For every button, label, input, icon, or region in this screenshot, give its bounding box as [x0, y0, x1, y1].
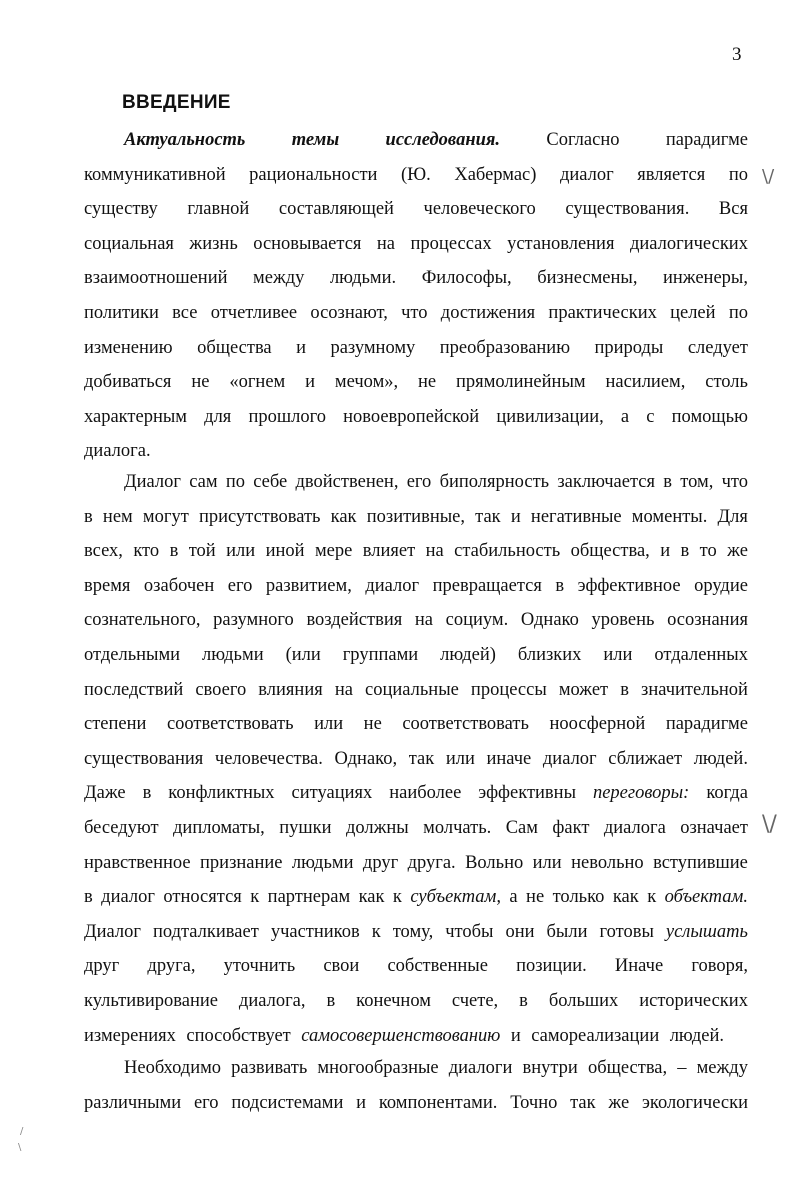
text-line: в нем могут присутствовать как позитивные, так и негативные моменты. Для — [84, 506, 748, 527]
text-line: беседуют дипломаты, пушки должны молчать. Сам факт диалога означает — [84, 817, 748, 838]
text-line: изменению общества и разумному преобразованию природы следует — [84, 337, 748, 358]
text-line: Необходимо развивать многообразные диалоги внутри общества, – между — [124, 1058, 748, 1078]
text-line: добиваться не «огнем и мечом», не прямолинейным насилием, столь — [84, 372, 748, 393]
text-line: отдельными людьми (или группами людей) близких или отдаленных — [84, 644, 748, 665]
text-line: различными его подсистемами и компонентами. Точно так же экологически — [84, 1092, 748, 1113]
text-line: степени соответствовать или не соответствовать ноосферной парадигме — [84, 714, 748, 735]
text-line: всех, кто в той или иной мере влияет на стабильность общества, и в то же — [84, 541, 748, 562]
text-line: политики все отчетливее осознают, что достижения практических целей по — [84, 302, 748, 323]
text-line: Диалог подталкивает участников к тому, чтобы они были готовы услышать — [84, 921, 748, 942]
text-line: характерным для прошлого новоевропейской цивилизации, а с помощью — [84, 406, 748, 427]
text-line: в диалог относятся к партнерам как к субъектам, а не только как к объектам. — [84, 887, 748, 908]
margin-check-mark: \/ — [762, 812, 777, 837]
text-line: время озабочен его развитием, диалог превращается в эффективное орудие — [84, 575, 748, 596]
scan-artifact: \ — [18, 1142, 22, 1153]
text-line: Даже в конфликтных ситуациях наиболее эффективны переговоры: когда — [84, 783, 748, 804]
text-line: Актуальность темы исследования. Согласно парадигме — [124, 130, 748, 150]
section-heading: ВВЕДЕНИЕ — [122, 92, 231, 113]
text-line: измерениях способствует самосовершенствованию и самореализации людей. — [84, 1025, 724, 1046]
text-line: существования человечества. Однако, так или иначе диалог сближает людей. — [84, 748, 748, 769]
margin-check-mark: \/ — [762, 166, 775, 187]
text-line: культивирование диалога, в конечном счете, в больших исторических — [84, 990, 748, 1011]
scan-artifact: / — [20, 1126, 24, 1137]
text-line: Диалог сам по себе двойственен, его биполярность заключается в том, что — [124, 472, 748, 492]
page-number: 3 — [732, 44, 742, 65]
text-line: социальная жизнь основывается на процессах установления диалогических — [84, 233, 748, 254]
text-line: сознательного, разумного воздействия на социум. Однако уровень осознания — [84, 610, 748, 631]
text-line: последствий своего влияния на социальные процессы может в значительной — [84, 679, 748, 700]
text-line: взаимоотношений между людьми. Философы, бизнесмены, инженеры, — [84, 268, 748, 289]
text-line: друг друга, уточнить свои собственные позиции. Иначе говоря, — [84, 956, 748, 977]
text-line: нравственное признание людьми друг друга. Вольно или невольно вступившие — [84, 852, 748, 873]
paragraph — [84, 123, 748, 469]
text-line: существу главной составляющей человеческого существования. Вся — [84, 199, 748, 220]
paragraph — [84, 1051, 748, 1120]
text-line: коммуникативной рациональности (Ю. Хабермас) диалог является по — [84, 164, 748, 185]
text-line: диалога. — [84, 441, 151, 462]
paragraph — [84, 465, 748, 1053]
